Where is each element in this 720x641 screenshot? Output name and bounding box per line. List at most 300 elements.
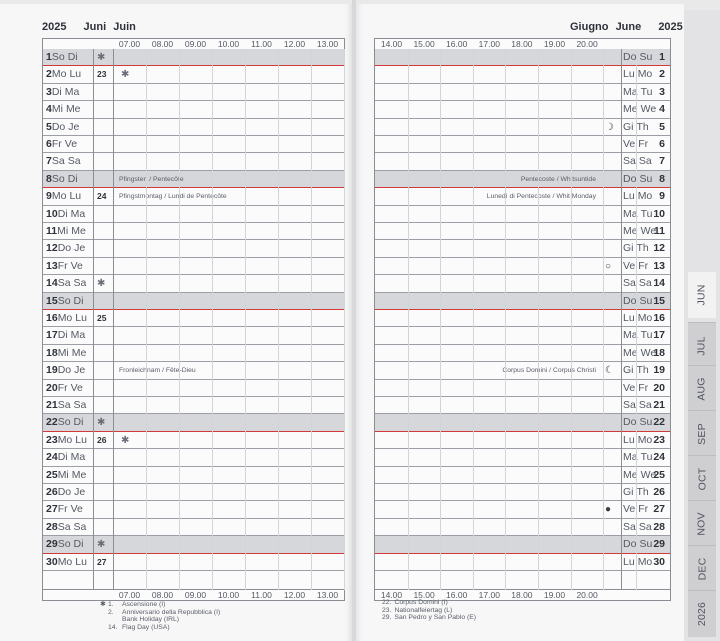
day-number: 29 — [653, 538, 665, 551]
day-number: 16 — [46, 312, 58, 324]
weekday-en: We — [640, 103, 657, 116]
weekday-fr: Sa — [73, 399, 87, 411]
day-label — [46, 501, 83, 518]
weekday-de: Do — [57, 364, 72, 377]
weekday-it: Gi — [623, 486, 634, 498]
weekday-en: Th — [636, 364, 649, 377]
day-row[interactable] — [43, 119, 344, 136]
weekday-en: Th — [636, 242, 649, 255]
hour-label: 17.00 — [478, 39, 500, 49]
weekday-en: Fr — [638, 503, 649, 516]
day-number: 7 — [46, 155, 52, 168]
day-number: 15 — [653, 294, 665, 307]
day-number: 10 — [653, 207, 665, 220]
day-row[interactable] — [43, 310, 344, 327]
grid-line — [571, 49, 572, 590]
day-row[interactable] — [375, 345, 670, 362]
day-label — [46, 484, 85, 501]
day-number: 17 — [46, 329, 58, 342]
day-number: 14 — [653, 277, 665, 290]
weekday-it: Gi — [623, 120, 634, 133]
moon-phase-icon: ● — [605, 504, 612, 516]
weekday-fr: Je — [74, 242, 86, 255]
month-tab-label: 2026 — [695, 601, 708, 627]
day-label — [46, 536, 83, 553]
day-number: 2 — [46, 68, 52, 81]
day-number: 15 — [46, 294, 58, 307]
hour-label: 18.00 — [511, 590, 533, 600]
day-number: 16 — [653, 312, 665, 324]
weekday-fr: Lu — [75, 555, 87, 568]
month-tab-label: NOV — [695, 512, 708, 536]
day-row[interactable] — [43, 188, 344, 205]
hour-label: 13.00 — [316, 39, 339, 49]
left-page-title — [42, 21, 136, 33]
grid-line — [212, 49, 213, 590]
weekday-de: So — [57, 538, 71, 551]
footnote — [382, 607, 476, 615]
day-row[interactable] — [375, 240, 670, 257]
weekday-fr: Lu — [75, 312, 87, 324]
holiday-star-icon: ✱ — [97, 539, 106, 551]
day-label — [46, 293, 83, 310]
day-number: 13 — [653, 259, 665, 272]
moon-phase-icon: ☾ — [605, 365, 614, 377]
day-label — [46, 345, 86, 362]
day-row[interactable] — [43, 49, 344, 66]
weekday-en: Fr — [638, 259, 649, 272]
day-label — [46, 362, 85, 379]
day-number: 9 — [659, 190, 665, 203]
grid-line — [538, 49, 539, 590]
weekday-it: Lu — [623, 68, 635, 81]
hour-label: 10.00 — [217, 590, 240, 600]
day-label — [623, 275, 667, 292]
weekday-en: Su — [639, 294, 653, 307]
day-row[interactable] — [43, 501, 344, 518]
month-french: Juin — [113, 21, 136, 33]
day-row[interactable] — [375, 536, 670, 553]
hour-label: 13.00 — [316, 590, 339, 600]
weekday-en: We — [640, 225, 657, 237]
day-label — [623, 293, 667, 310]
day-label — [623, 49, 667, 66]
weekday-en: Su — [639, 51, 653, 63]
weekday-de: Do — [51, 120, 66, 133]
weekday-fr: Di — [67, 172, 78, 185]
hour-label: 10.00 — [217, 39, 240, 49]
day-number: 9 — [46, 190, 52, 203]
footnote-text: Anniversario della Repubblica (I) — [122, 608, 221, 616]
day-row[interactable] — [375, 206, 670, 223]
hour-label: 12.00 — [283, 590, 306, 600]
grid-line — [621, 49, 622, 590]
day-label — [46, 84, 79, 101]
weekday-en: Th — [636, 120, 649, 133]
day-number: 5 — [46, 120, 52, 133]
day-label — [623, 397, 667, 414]
day-label — [623, 345, 667, 362]
weekday-it: Do — [623, 172, 637, 185]
day-label — [46, 101, 81, 118]
weekday-it: Ve — [623, 381, 636, 394]
day-row[interactable] — [375, 519, 670, 536]
month-tab-aug[interactable] — [688, 365, 716, 412]
day-label — [623, 327, 667, 344]
weekday-fr: Ma — [70, 329, 86, 342]
week-number: 26 — [97, 434, 107, 445]
day-label — [623, 223, 667, 240]
hour-label: 16.00 — [446, 590, 468, 600]
weekday-it: Gi — [623, 242, 634, 255]
day-label — [623, 136, 667, 153]
day-row[interactable] — [43, 101, 344, 118]
grid-line — [146, 49, 147, 590]
footnote — [382, 614, 476, 622]
day-row[interactable] — [43, 449, 344, 466]
day-label — [46, 223, 86, 240]
weekday-it: Me — [623, 103, 638, 116]
weekday-fr: Je — [68, 120, 80, 133]
day-row[interactable] — [43, 66, 344, 83]
weekday-it: Ma — [623, 85, 638, 98]
weekday-it: Lu — [623, 312, 635, 324]
day-row[interactable] — [375, 449, 670, 466]
right-footnotes — [382, 599, 476, 622]
month-tab-label: AUG — [695, 377, 708, 401]
month-tab-dec[interactable] — [688, 545, 716, 592]
grid-line — [113, 49, 114, 590]
grid-line — [93, 49, 94, 590]
day-label — [623, 467, 667, 484]
day-row[interactable] — [375, 380, 670, 397]
day-number: 30 — [653, 555, 665, 568]
weekday-en: Sa — [638, 277, 652, 290]
weekday-en: Mo — [637, 68, 653, 81]
day-row[interactable] — [375, 223, 670, 240]
day-label — [623, 66, 667, 83]
footnote — [100, 601, 220, 609]
footnote — [100, 616, 220, 624]
weekday-it: Me — [623, 468, 638, 481]
footnote-number: 22. — [382, 599, 392, 606]
day-number: 14 — [46, 277, 58, 290]
day-row[interactable] — [43, 84, 344, 101]
weekday-it: Do — [623, 51, 637, 63]
day-row[interactable] — [375, 327, 670, 344]
footnote-text: Corpus Domini (I) — [394, 599, 448, 606]
day-row[interactable] — [43, 293, 344, 310]
day-row[interactable] — [43, 206, 344, 223]
day-label — [623, 484, 667, 501]
day-row[interactable] — [43, 345, 344, 362]
weekday-en: Su — [639, 538, 653, 551]
day-row[interactable] — [43, 536, 344, 553]
hour-label: 17.00 — [478, 590, 500, 600]
weekday-en: Fr — [638, 381, 649, 394]
right-hour-grid — [374, 38, 671, 601]
grid-line — [603, 49, 604, 590]
day-number: 30 — [46, 555, 58, 568]
day-number: 22 — [46, 416, 58, 429]
hour-label: 11.00 — [251, 39, 272, 49]
weekday-fr: Ve — [64, 138, 78, 150]
day-label — [623, 101, 667, 118]
day-row[interactable] — [375, 362, 670, 379]
day-row[interactable] — [375, 153, 670, 170]
month-tab-jun[interactable] — [688, 272, 716, 318]
weekday-fr: Me — [65, 103, 81, 116]
day-row[interactable] — [43, 136, 344, 153]
day-row[interactable] — [375, 171, 670, 188]
weekday-it: Lu — [623, 555, 635, 568]
day-row[interactable] — [43, 414, 344, 431]
day-label — [623, 119, 667, 136]
holiday-star-icon: ✱ — [121, 69, 130, 81]
day-row[interactable] — [43, 432, 344, 449]
grid-line — [408, 49, 409, 590]
day-row[interactable] — [375, 432, 670, 449]
week-number: 27 — [97, 556, 107, 567]
footnote-text: Ascensione (I) — [122, 601, 166, 608]
weekday-en: Mo — [637, 190, 653, 203]
day-row[interactable] — [375, 414, 670, 431]
day-row[interactable] — [43, 223, 344, 240]
month-tab-oct[interactable] — [688, 455, 716, 502]
day-row[interactable] — [375, 275, 670, 292]
day-row[interactable] — [43, 275, 344, 292]
day-label — [46, 153, 81, 170]
grid-line — [278, 49, 279, 590]
weekday-it: Gi — [623, 364, 634, 377]
weekday-de: Di — [51, 85, 62, 98]
day-number: 18 — [653, 346, 665, 359]
day-number: 18 — [46, 346, 58, 359]
day-row[interactable] — [43, 380, 344, 397]
hour-label: 18.00 — [511, 39, 533, 49]
hour-label: 11.00 — [251, 590, 272, 600]
month-italian: Giugno — [570, 21, 609, 33]
hour-label: 19.00 — [543, 590, 566, 600]
day-row[interactable] — [375, 66, 670, 83]
day-row[interactable] — [375, 188, 670, 205]
holiday-star-icon: ✱ — [97, 52, 106, 63]
moon-phase-icon: ☽ — [605, 121, 614, 133]
day-label — [46, 554, 87, 571]
day-row[interactable] — [43, 519, 344, 536]
footnote-text: Nationalfeiertag (L) — [394, 606, 453, 614]
day-label — [46, 240, 85, 257]
day-number: 23 — [653, 433, 665, 446]
day-number: 22 — [653, 416, 665, 429]
weekday-en: Mo — [637, 555, 653, 568]
month-tab-sep[interactable] — [688, 410, 716, 457]
weekday-it: Sa — [623, 155, 636, 168]
weekday-it: Ma — [623, 451, 638, 464]
weekday-fr: Di — [67, 51, 78, 63]
day-number: 2 — [659, 68, 665, 81]
day-number: 27 — [46, 503, 58, 516]
weekday-de: Mi — [57, 225, 69, 237]
hour-label: 15.00 — [413, 39, 435, 49]
weekday-de: Fr — [57, 381, 68, 394]
month-tab-label: OCT — [695, 467, 708, 491]
weekday-fr: Di — [73, 538, 84, 551]
day-number: 24 — [46, 451, 58, 464]
holiday-star-icon: ✱ — [97, 417, 106, 429]
hour-label: 08.00 — [151, 590, 174, 600]
month-tab-nov[interactable] — [688, 500, 716, 547]
weekday-de: So — [51, 51, 65, 63]
day-row[interactable] — [375, 119, 670, 136]
day-label — [623, 206, 667, 223]
weekday-fr: Me — [71, 346, 87, 359]
weekday-fr: Ve — [70, 259, 83, 272]
day-row[interactable] — [375, 467, 670, 484]
day-number: 1 — [659, 51, 665, 63]
weekday-de: Mo — [57, 312, 73, 324]
day-row[interactable] — [375, 258, 670, 275]
hour-label: 14.00 — [380, 590, 403, 600]
day-label — [46, 275, 86, 292]
day-number: 11 — [46, 225, 58, 237]
footnote-text: Bank Holiday (IRL) — [122, 616, 180, 624]
hour-label: 08.00 — [151, 39, 174, 49]
holiday-label: Lunedì di Pentecoste / Whit Monday — [486, 193, 596, 201]
day-row[interactable] — [43, 362, 344, 379]
day-number: 6 — [46, 138, 52, 150]
day-number: 24 — [653, 451, 665, 464]
year: 2025 — [658, 21, 683, 33]
month-tab-jul[interactable] — [688, 322, 716, 369]
day-number: 19 — [46, 364, 58, 377]
week-number: 24 — [97, 191, 107, 202]
holiday-label: Pentecoste / Whitsuntide — [520, 175, 596, 183]
weekday-de: Di — [57, 207, 68, 220]
weekday-it: Do — [623, 416, 637, 429]
weekday-it: Ve — [623, 259, 636, 272]
year: 2025 — [42, 21, 67, 33]
day-number: 20 — [46, 381, 58, 394]
week-number: 23 — [97, 69, 107, 80]
day-row[interactable] — [375, 484, 670, 501]
day-row[interactable] — [43, 327, 344, 344]
footnote — [100, 624, 220, 632]
weekday-en: Fr — [638, 138, 649, 150]
day-row[interactable] — [375, 136, 670, 153]
weekday-fr: Me — [71, 225, 86, 237]
day-row[interactable] — [43, 484, 344, 501]
day-row[interactable] — [375, 49, 670, 66]
footnote — [382, 599, 476, 607]
weekday-fr: Ve — [70, 381, 83, 394]
holiday-star-icon: ✱ — [121, 434, 130, 446]
weekday-en: Su — [639, 172, 653, 185]
day-number: 12 — [46, 242, 58, 255]
footnote-number: 2. — [108, 608, 114, 616]
weekday-it: Ve — [623, 503, 636, 516]
day-row[interactable] — [375, 84, 670, 101]
grid-line — [179, 49, 180, 590]
day-row[interactable] — [375, 101, 670, 118]
day-row[interactable] — [43, 171, 344, 188]
hour-label: 19.00 — [543, 39, 566, 49]
day-label — [46, 188, 81, 205]
day-label — [623, 84, 667, 101]
day-number: 1 — [46, 51, 52, 63]
hour-label: 14.00 — [380, 39, 403, 49]
weekday-it: Ma — [623, 207, 638, 220]
day-label — [46, 310, 87, 327]
day-number: 7 — [659, 155, 665, 168]
day-row[interactable] — [375, 310, 670, 327]
weekday-de: Mo — [51, 68, 67, 81]
footnote-number: 14. — [108, 623, 118, 631]
weekday-it: Ve — [623, 138, 636, 150]
day-label — [46, 449, 85, 466]
day-row[interactable] — [375, 397, 670, 414]
hour-label: 20.00 — [576, 590, 598, 600]
empty-row — [43, 571, 344, 588]
weekday-de: Fr — [51, 138, 62, 150]
day-row[interactable] — [43, 153, 344, 170]
weekday-fr: Lu — [69, 68, 82, 81]
weekday-fr: Sa — [73, 520, 87, 533]
grid-line — [245, 49, 246, 590]
day-number: 13 — [46, 259, 58, 272]
day-row[interactable] — [375, 293, 670, 310]
day-number: 17 — [653, 329, 665, 342]
grid-line — [311, 49, 312, 590]
day-label — [46, 49, 78, 66]
footnote-text: San Pedro y San Pablo (E) — [394, 614, 477, 622]
day-label — [623, 380, 667, 397]
grid-line — [505, 49, 506, 590]
hour-label: 12.00 — [283, 39, 306, 49]
month-tab-2026[interactable] — [688, 590, 716, 637]
weekday-it: Me — [623, 225, 638, 237]
weekday-it: Lu — [623, 433, 635, 446]
day-row[interactable] — [43, 240, 344, 257]
day-number: 8 — [46, 172, 52, 185]
holiday-star-icon: ✱ — [97, 278, 106, 290]
weekday-de: So — [57, 416, 71, 429]
day-row[interactable] — [43, 397, 344, 414]
day-row[interactable] — [43, 258, 344, 275]
day-number: 21 — [653, 399, 665, 411]
day-number: 3 — [659, 85, 665, 98]
weekday-fr: Ma — [70, 451, 86, 464]
weekday-it: Sa — [623, 399, 636, 411]
day-row[interactable] — [43, 554, 344, 571]
day-row[interactable] — [43, 467, 344, 484]
day-label — [46, 432, 87, 449]
day-row[interactable] — [375, 554, 670, 571]
weekday-de: Mi — [57, 468, 69, 481]
month-tab-label: JUN — [695, 284, 708, 306]
weekday-de: Do — [57, 486, 72, 498]
holiday-label: Pfingstmontag / Lundi de Pentecôte — [119, 193, 227, 201]
footnote-number: 23. — [382, 606, 392, 614]
weekday-en: Su — [639, 416, 653, 429]
weekday-fr: Je — [74, 364, 86, 377]
day-label — [623, 432, 667, 449]
weekday-fr: Ma — [70, 207, 86, 220]
weekday-fr: Sa — [67, 155, 81, 168]
day-row[interactable] — [375, 501, 670, 518]
weekday-en: Tu — [640, 85, 653, 98]
day-number: 28 — [653, 520, 665, 533]
